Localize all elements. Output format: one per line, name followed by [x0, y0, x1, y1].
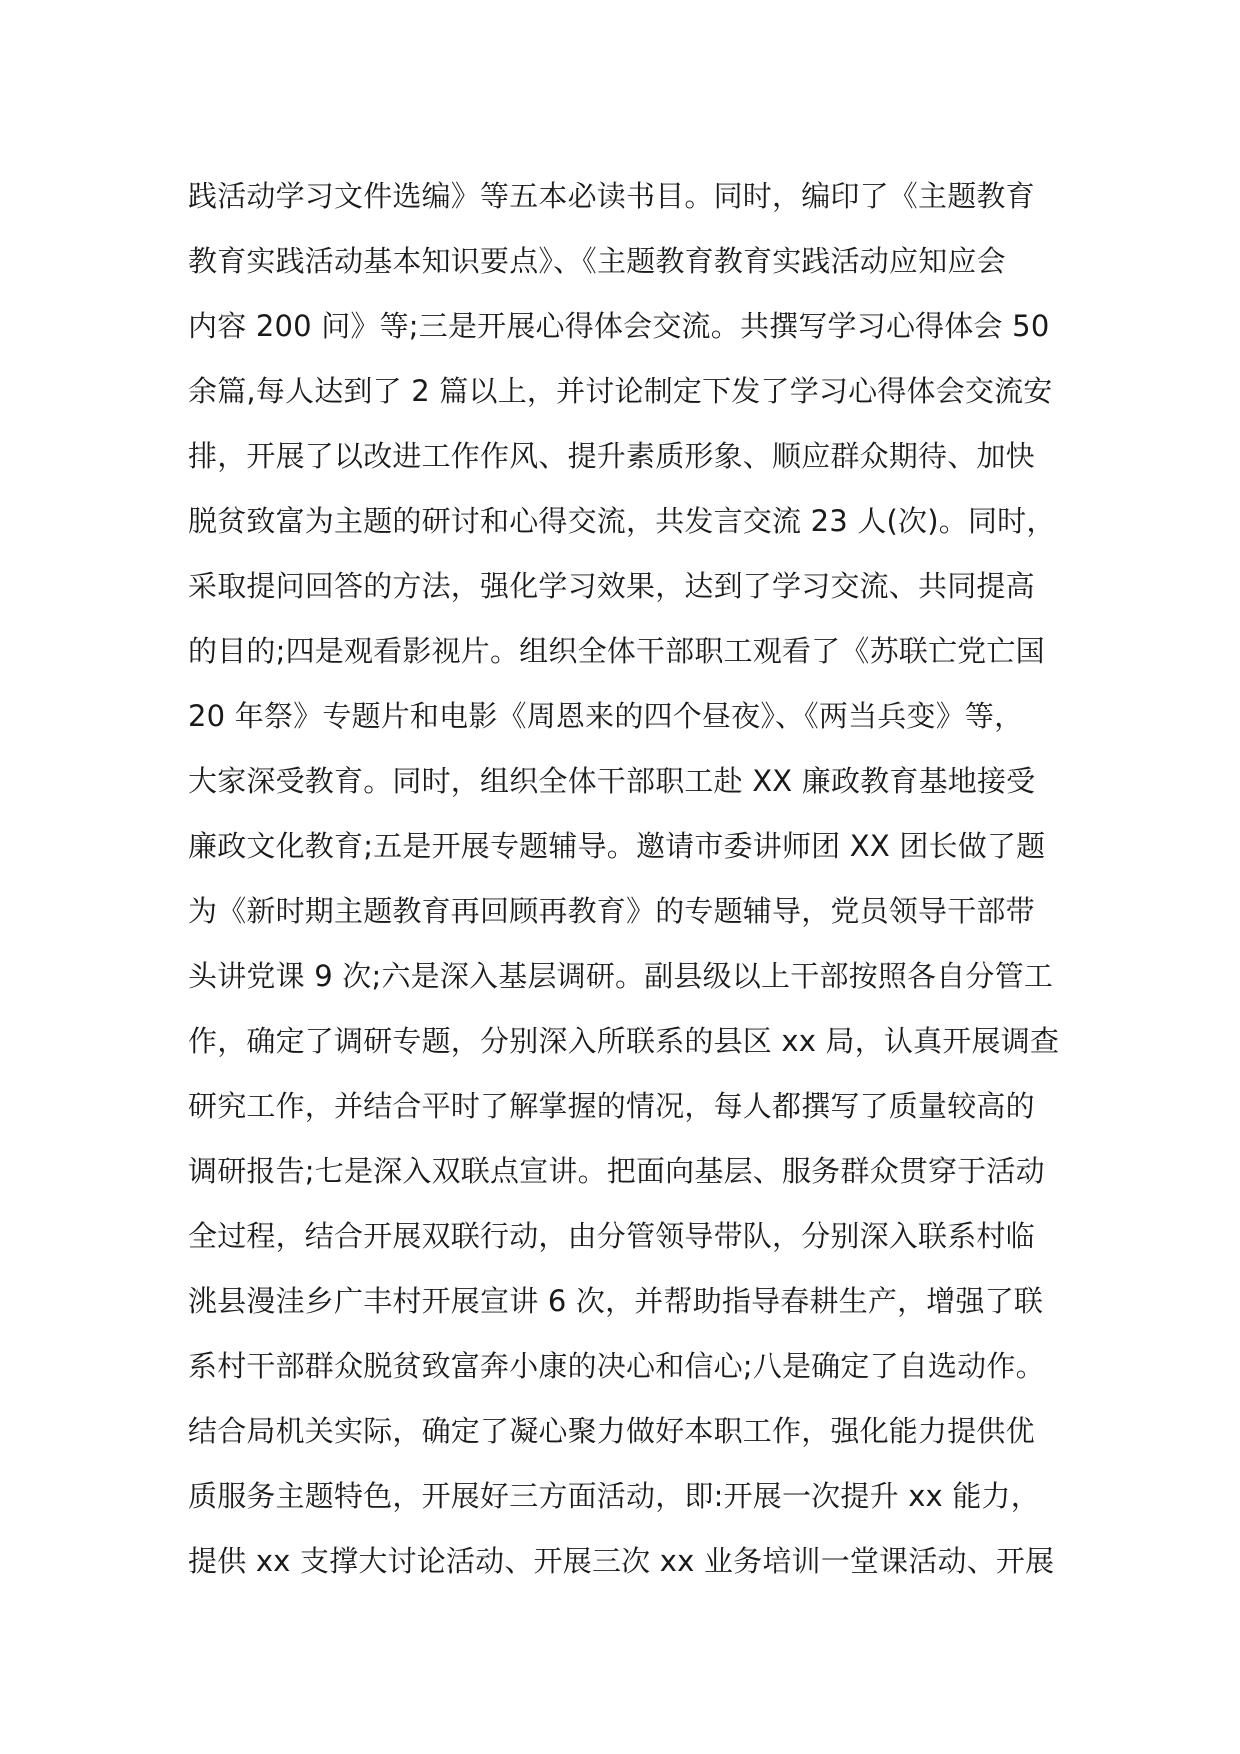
text-line: 的目的;四是观看影视片。组织全体干部职工观看了《苏联亡党亡国 — [188, 634, 1045, 668]
text-line: 提供 xx 支撑大讨论活动、开展三次 xx 业务培训一堂课活动、开展 — [188, 1544, 1055, 1578]
text-line: 质服务主题特色，开展好三方面活动，即:开展一次提升 xx 能力， — [188, 1479, 1040, 1513]
text-line: 廉政文化教育;五是开展专题辅导。邀请市委讲师团 XX 团长做了题 — [188, 829, 1046, 863]
text-line: 教育实践活动基本知识要点》、《主题教育教育实践活动应知应会 — [188, 244, 1006, 278]
text-line: 采取提问回答的方法，强化学习效果，达到了学习交流、共同提高 — [188, 569, 1035, 603]
text-line: 系村干部群众脱贫致富奔小康的决心和信心;八是确定了自选动作。 — [188, 1349, 1045, 1383]
text-line: 洮县漫洼乡广丰村开展宣讲 6 次，并帮助指导春耕生产，增强了联 — [188, 1284, 1044, 1318]
text-line: 结合局机关实际，确定了凝心聚力做好本职工作，强化能力提供优 — [188, 1414, 1035, 1448]
text-line: 为《新时期主题教育再回顾再教育》的专题辅导，党员领导干部带 — [188, 894, 1035, 928]
text-line: 大家深受教育。同时，组织全体干部职工赴 XX 廉政教育基地接受 — [188, 764, 1036, 798]
text-line: 头讲党课 9 次;六是深入基层调研。副县级以上干部按照各自分管工 — [188, 959, 1054, 993]
text-line: 余篇,每人达到了 2 篇以上，并讨论制定下发了学习心得体会交流安 — [188, 374, 1053, 408]
text-line: 内容 200 问》等;三是开展心得体会交流。共撰写学习心得体会 50 — [188, 309, 1050, 343]
text-line: 研究工作，并结合平时了解掌握的情况，每人都撰写了质量较高的 — [188, 1089, 1035, 1123]
text-line: 脱贫致富为主题的研讨和心得交流，共发言交流 23 人(次)。同时， — [188, 504, 1056, 538]
text-line: 全过程，结合开展双联行动，由分管领导带队，分别深入联系村临 — [188, 1219, 1035, 1253]
text-line: 作，确定了调研专题，分别深入所联系的县区 xx 局，认真开展调查 — [188, 1024, 1060, 1058]
text-line: 排，开展了以改进工作作风、提升素质形象、顺应群众期待、加快 — [188, 439, 1035, 473]
text-line: 调研报告;七是深入双联点宣讲。把面向基层、服务群众贯穿于活动 — [188, 1154, 1045, 1188]
body-text — [188, 164, 1068, 1594]
text-line: 践活动学习文件选编》等五本必读书目。同时，编印了《主题教育 — [188, 179, 1035, 213]
text-line: 20 年祭》专题片和电影《周恩来的四个昼夜》、《两当兵变》等， — [188, 699, 1024, 733]
